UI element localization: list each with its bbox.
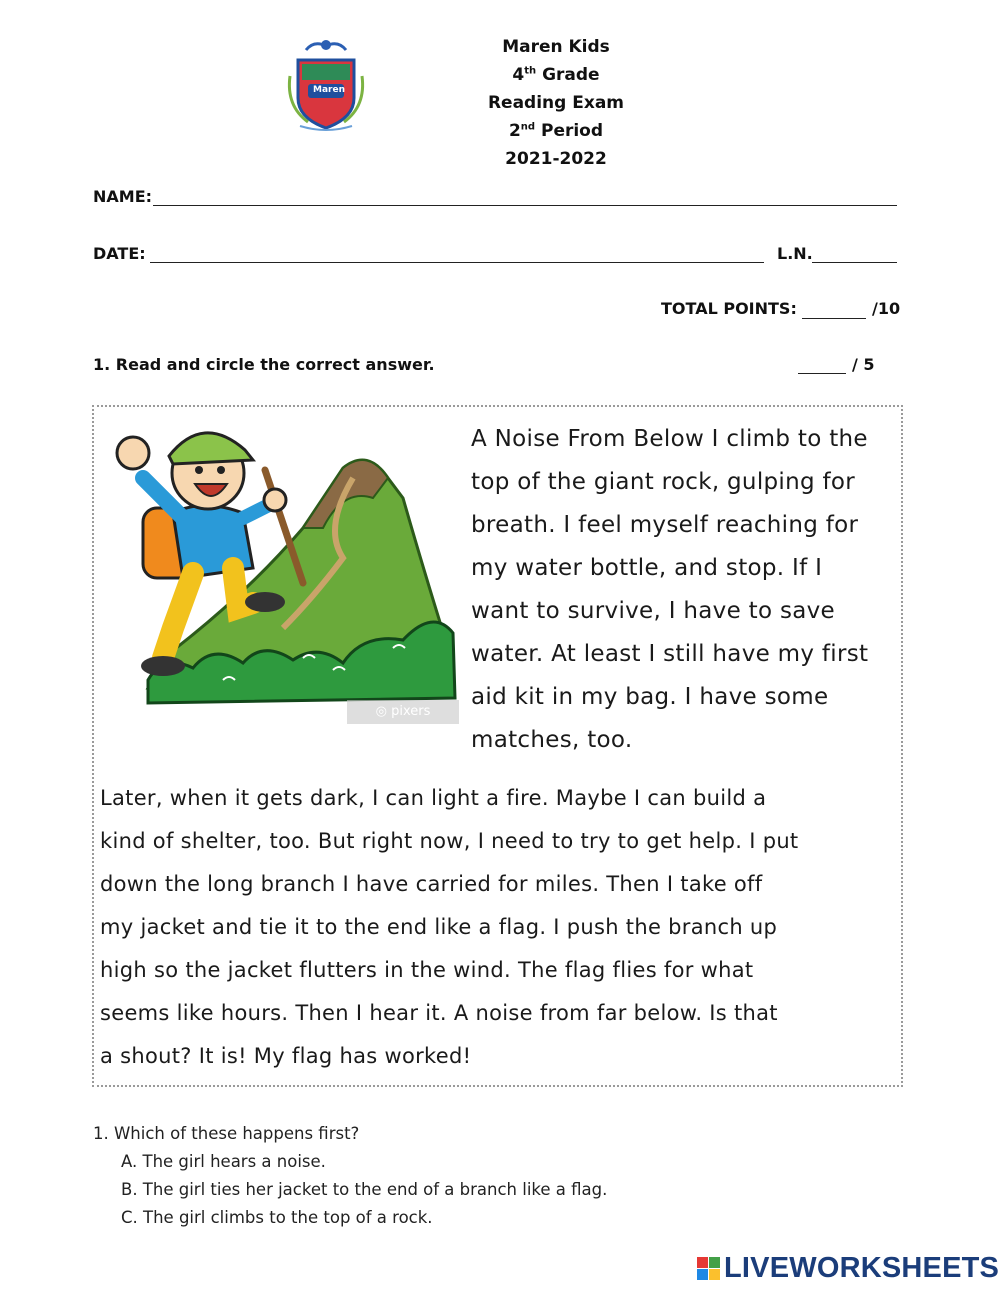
story-line: top of the giant rock, gulping for [471, 469, 856, 495]
story-line: down the long branch I have carried for miles. Then I take off [100, 872, 763, 896]
story-line: A Noise From Below I climb to the [471, 426, 868, 452]
answer-option-b[interactable]: B. The girl ties her jacket to the end of a branch like a flag. [121, 1180, 608, 1199]
section-instruction: 1. Read and circle the correct answer. [93, 355, 435, 374]
school-name: Maren Kids [502, 37, 610, 57]
period-line: 2nd Period [508, 121, 604, 141]
answer-option-c[interactable]: C. The girl climbs to the top of a rock. [121, 1208, 433, 1227]
story-line: aid kit in my bag. I have some [471, 684, 829, 710]
school-year: 2021-2022 [505, 149, 607, 169]
total-points-label: TOTAL POINTS: [661, 299, 797, 318]
watermark: ◎ pixers [347, 700, 459, 724]
story-text-full [100, 777, 896, 1078]
date-label: DATE: [93, 244, 146, 263]
answer-option-a[interactable]: A. The girl hears a noise. [121, 1152, 326, 1171]
story-text-right [471, 418, 896, 762]
brand-name: LIVEWORKSHEETS [724, 1252, 1000, 1284]
school-logo [284, 36, 368, 134]
story-line: my jacket and tie it to the end like a flag. I push the branch up [100, 915, 778, 939]
story-line: seems like hours. Then I hear it. A noise from far below. Is that [100, 1001, 778, 1025]
liveworksheets-logo [697, 1252, 999, 1285]
question-text: 1. Which of these happens first? [93, 1124, 360, 1143]
story-line: Later, when it gets dark, I can light a fire. Maybe I can build a [100, 786, 767, 810]
name-field[interactable] [153, 205, 897, 206]
story-line: want to survive, I have to save [471, 598, 835, 624]
liveworksheets-blocks-icon [697, 1257, 720, 1280]
story-line: kind of shelter, too. But right now, I need to try to get help. I put [100, 829, 799, 853]
story-line: water. At least I still have my first [471, 641, 869, 667]
hiker-illustration [103, 418, 463, 728]
story-line: high so the jacket flutters in the wind. The flag flies for what [100, 958, 754, 982]
ln-field[interactable] [812, 262, 897, 263]
date-field[interactable] [150, 262, 764, 263]
section-points-field[interactable] [798, 373, 846, 374]
total-points-field[interactable] [802, 318, 866, 319]
total-points-max: /10 [872, 299, 901, 318]
story-line: matches, too. [471, 727, 633, 753]
story-line: my water bottle, and stop. If I [471, 555, 823, 581]
exam-title: Reading Exam [487, 93, 625, 113]
grade-line: 4th Grade [512, 65, 600, 85]
story-line: breath. I feel myself reaching for [471, 512, 859, 538]
ln-label: L.N. [777, 244, 813, 263]
exam-header [430, 33, 682, 173]
name-label: NAME: [93, 187, 153, 206]
section-points: / 5 [852, 355, 875, 374]
logo-text: Maren [313, 85, 345, 95]
story-line: a shout? It is! My flag has worked! [100, 1044, 472, 1068]
